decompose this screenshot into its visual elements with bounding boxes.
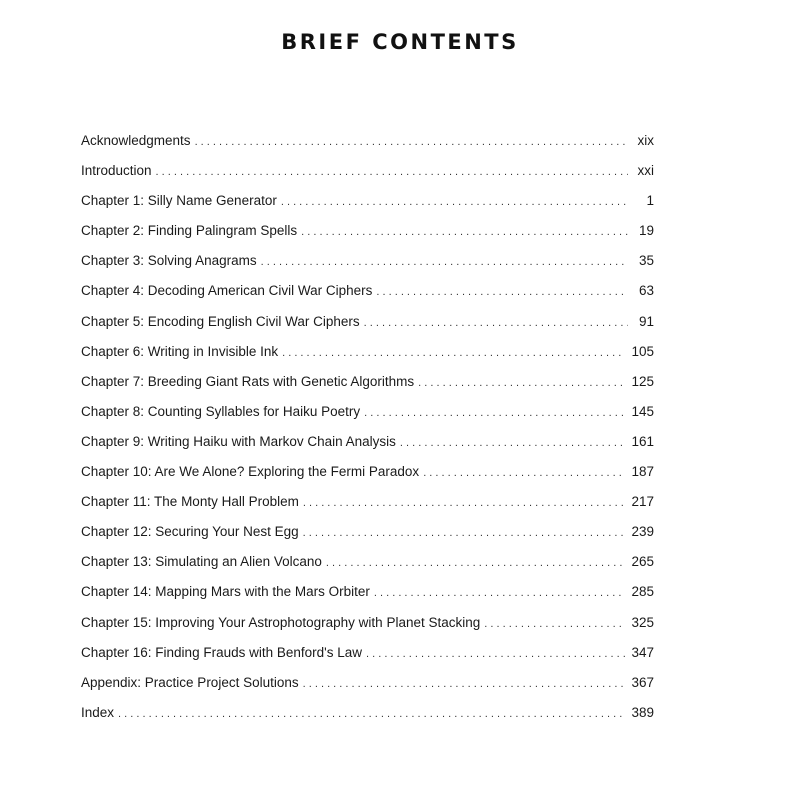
toc-entry-title: Chapter 15: Improving Your Astrophotography with Planet Stacking [81,614,481,630]
toc-entry-page-number: 145 [631,403,654,419]
toc-entry-page-number: 161 [631,433,654,449]
toc-entry-title: Chapter 4: Decoding American Civil War Ciphers [81,283,373,299]
toc-entry-appendix[interactable] [81,668,654,698]
toc-entry-introduction[interactable] [81,156,654,186]
toc-entry-page-number: 63 [638,283,654,299]
dot-leader [423,458,625,487]
dot-leader [282,338,625,367]
toc-entry-page-number: 265 [631,554,654,570]
toc-entry-chapter-5[interactable] [81,307,654,337]
toc-entry-title: Chapter 3: Solving Anagrams [81,253,257,269]
toc-entry-page-number: 347 [631,644,654,660]
toc-entry-title: Chapter 9: Writing Haiku with Markov Chain Analysis [81,433,396,449]
toc-entry-page-number: 125 [631,373,654,389]
toc-entry-title: Appendix: Practice Project Solutions [81,674,299,690]
page-title: BRIEF CONTENTS [281,30,519,54]
toc-entry-page-number: 389 [631,704,654,720]
toc-entry-page-number: 1 [646,193,654,209]
toc-entry-title: Index [81,704,115,720]
dot-leader [303,669,626,698]
dot-leader [118,699,625,728]
toc-entry-chapter-8[interactable] [81,397,654,427]
toc-entry-page-number: 19 [638,223,654,239]
toc-entry-page-number: 91 [638,313,654,329]
toc-entry-chapter-16[interactable] [81,638,654,668]
dot-leader [366,639,625,668]
toc-entry-title: Chapter 14: Mapping Mars with the Mars Orbiter [81,584,370,600]
toc-entry-chapter-7[interactable] [81,367,654,397]
dot-leader [281,187,628,216]
toc-entry-title: Chapter 11: The Monty Hall Problem [81,494,299,510]
dot-leader [364,398,625,427]
toc-entry-chapter-2[interactable] [81,216,654,246]
toc-entry-chapter-10[interactable] [81,457,654,487]
toc-entry-chapter-1[interactable] [81,186,654,216]
toc-entry-chapter-11[interactable] [81,487,654,517]
toc-entry-title: Chapter 6: Writing in Invisible Ink [81,343,279,359]
toc-entry-chapter-12[interactable] [81,517,654,547]
toc-entry-title: Chapter 5: Encoding English Civil War Ciphers [81,313,360,329]
dot-leader [374,578,626,607]
toc-entry-page-number: 239 [631,524,654,540]
dot-leader [400,428,626,457]
toc-entry-chapter-14[interactable] [81,577,654,607]
dot-leader [156,157,628,186]
dot-leader [326,548,626,577]
toc-entry-title: Acknowledgments [81,133,191,148]
table-of-contents [81,126,654,728]
dot-leader [301,217,628,246]
toc-entry-title: Chapter 1: Silly Name Generator [81,193,277,209]
toc-entry-index[interactable] [81,698,654,728]
toc-entry-title: Chapter 10: Are We Alone? Exploring the Fermi Paradox [81,464,420,480]
toc-entry-title: Chapter 7: Breeding Giant Rats with Genetic Algorithms [81,373,415,389]
toc-entry-chapter-3[interactable] [81,246,654,276]
dot-leader [261,247,628,276]
dot-leader [303,488,626,517]
toc-entry-title: Chapter 2: Finding Palingram Spells [81,223,298,239]
toc-entry-acknowledgments[interactable] [81,126,654,156]
toc-entry-page-number: 325 [631,614,654,630]
toc-entry-page-number: 367 [631,674,654,690]
dot-leader [418,368,625,397]
toc-entry-page-number: 217 [631,494,654,510]
toc-entry-page-number: xxi [637,163,654,179]
toc-entry-page-number: 105 [631,343,654,359]
toc-entry-title: Chapter 8: Counting Syllables for Haiku Poetry [81,403,361,419]
toc-entry-title: Chapter 16: Finding Frauds with Benford's Law [81,644,362,660]
toc-entry-title: Chapter 13: Simulating an Alien Volcano [81,554,322,570]
toc-entry-chapter-15[interactable] [81,608,654,638]
dot-leader [195,127,628,156]
toc-entry-page-number: 187 [631,464,654,480]
toc-entry-page-number: xix [637,133,654,148]
toc-entry-chapter-4[interactable] [81,276,654,306]
toc-entry-chapter-6[interactable] [81,337,654,367]
toc-entry-page-number: 35 [638,253,654,269]
toc-entry-title: Chapter 12: Securing Your Nest Egg [81,524,299,540]
toc-entry-page-number: 285 [631,584,654,600]
toc-entry-chapter-9[interactable] [81,427,654,457]
dot-leader [303,518,626,547]
toc-entry-chapter-13[interactable] [81,547,654,577]
dot-leader [376,277,628,306]
toc-entry-title: Introduction [81,163,152,179]
dot-leader [484,609,625,638]
dot-leader [364,308,628,337]
